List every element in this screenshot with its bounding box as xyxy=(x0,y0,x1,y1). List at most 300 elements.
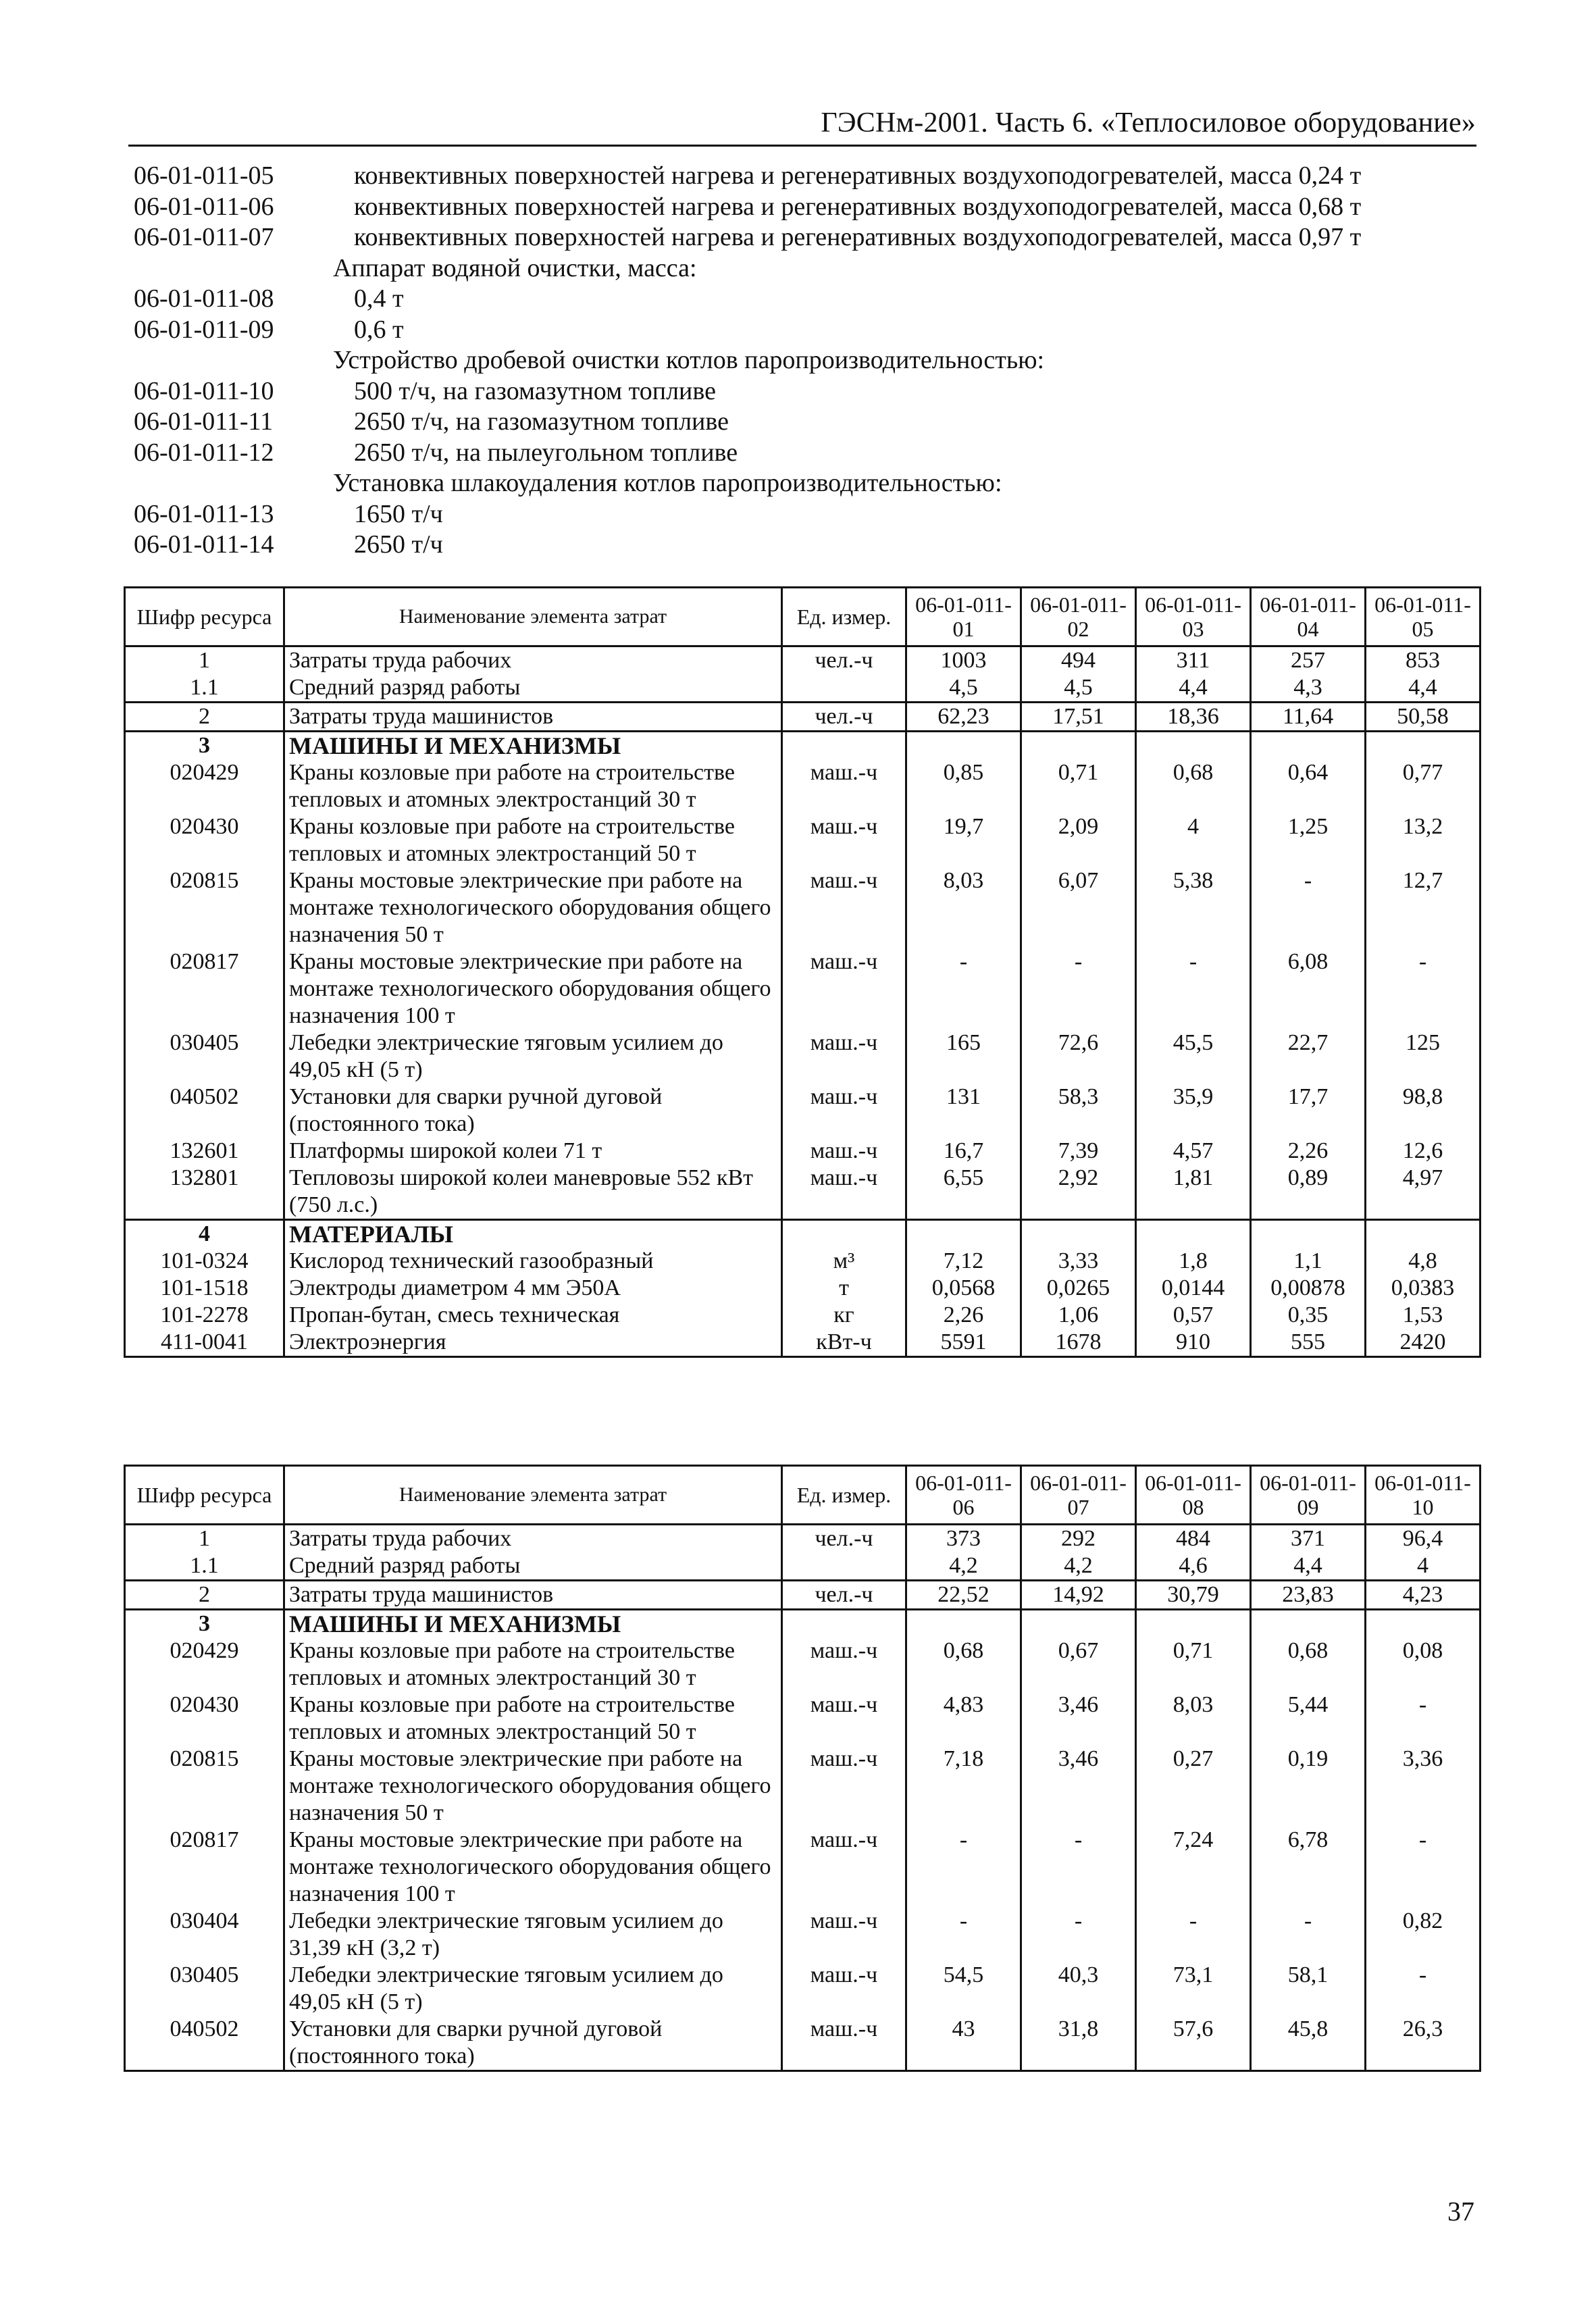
value-cell: 4,4 xyxy=(1136,674,1251,703)
code-list-item xyxy=(134,253,1485,284)
header-norm-code: 06-01-011-09 xyxy=(1251,1466,1366,1525)
value-cell: 257 xyxy=(1251,646,1366,675)
value-cell: 23,83 xyxy=(1251,1581,1366,1610)
table-row xyxy=(125,1827,1481,1908)
value-cell: 0,35 xyxy=(1251,1302,1366,1329)
value-cell: 0,68 xyxy=(1136,759,1251,813)
value-cell: 62,23 xyxy=(906,703,1021,732)
value-cell: 165 xyxy=(906,1030,1021,1084)
cost-element-name-cell: Лебедки электрические тяговым усилием до 31,39 кН (3,2 т) xyxy=(284,1908,782,1962)
table-row xyxy=(125,1084,1481,1138)
value-cell: 1678 xyxy=(1021,1329,1136,1357)
header-unit: Ед. измер. xyxy=(782,588,906,646)
value-cell: 30,79 xyxy=(1136,1581,1251,1610)
unit-cell: маш.-ч xyxy=(782,1962,906,2016)
unit-cell: маш.-ч xyxy=(782,1827,906,1908)
cost-element-name-cell: Краны мостовые электрические при работе на монтаже технологического оборудования общего назначения 100 т xyxy=(284,948,782,1030)
table-row xyxy=(125,1248,1481,1275)
norm-code: 06-01-011-10 xyxy=(134,376,274,405)
value-cell: - xyxy=(1366,1827,1481,1908)
cost-element-name-cell: Краны козловые при работе на строительстве тепловых и атомных электростанций 50 т xyxy=(284,1692,782,1746)
table-row xyxy=(125,948,1481,1030)
header-norm-code: 06-01-011-07 xyxy=(1021,1466,1136,1525)
resource-code-cell: 101-0324 xyxy=(125,1248,284,1275)
unit-cell xyxy=(782,1220,906,1248)
value-cell: 311 xyxy=(1136,646,1251,675)
value-cell: 494 xyxy=(1021,646,1136,675)
value-cell: 45,8 xyxy=(1251,2016,1366,2071)
value-cell: 2420 xyxy=(1366,1329,1481,1357)
value-cell: 2,92 xyxy=(1021,1165,1136,1220)
value-cell: 6,08 xyxy=(1251,948,1366,1030)
cost-element-name-cell: Установки для сварки ручной дуговой (постоянного тока) xyxy=(284,2016,782,2071)
value-cell: 72,6 xyxy=(1021,1030,1136,1084)
resource-code-cell: 020429 xyxy=(125,1637,284,1692)
unit-cell: маш.-ч xyxy=(782,1908,906,1962)
resource-code-cell: 020815 xyxy=(125,867,284,948)
table-row xyxy=(125,1275,1481,1302)
value-cell: 22,52 xyxy=(906,1581,1021,1610)
value-cell: 13,2 xyxy=(1366,813,1481,867)
cost-element-name-cell: Затраты труда рабочих xyxy=(284,646,782,675)
cost-element-name-cell: Затраты труда машинистов xyxy=(284,703,782,732)
value-cell: 0,71 xyxy=(1021,759,1136,813)
value-cell: 26,3 xyxy=(1366,2016,1481,2071)
value-cell: - xyxy=(1366,948,1481,1030)
resource-code-cell: 040502 xyxy=(125,2016,284,2071)
table-row xyxy=(125,867,1481,948)
value-cell: 0,27 xyxy=(1136,1746,1251,1827)
value-cell: 4 xyxy=(1136,813,1251,867)
table-row xyxy=(125,1525,1481,1553)
value-cell: 0,77 xyxy=(1366,759,1481,813)
unit-cell: т xyxy=(782,1275,906,1302)
value-cell: - xyxy=(1136,948,1251,1030)
norm-description: 0,4 т xyxy=(354,284,404,313)
code-list-item xyxy=(134,468,1485,499)
unit-cell: маш.-ч xyxy=(782,1165,906,1220)
value-cell: 0,0265 xyxy=(1021,1275,1136,1302)
value-cell xyxy=(1136,1610,1251,1638)
value-cell: 16,7 xyxy=(906,1138,1021,1165)
table-body xyxy=(125,646,1481,1357)
resource-code-cell: 030405 xyxy=(125,1030,284,1084)
table-row xyxy=(125,1552,1481,1581)
norm-description: 2650 т/ч, на пылеугольном топливе xyxy=(354,438,738,467)
unit-cell: маш.-ч xyxy=(782,759,906,813)
norm-description: Устройство дробевой очистки котлов паропроизводительностью: xyxy=(333,346,1045,374)
unit-cell: м³ xyxy=(782,1248,906,1275)
cost-element-name-cell: Платформы широкой колеи 71 т xyxy=(284,1138,782,1165)
cost-element-name-cell: Средний разряд работы xyxy=(284,674,782,703)
norm-code: 06-01-011-09 xyxy=(134,315,274,344)
code-list-item xyxy=(134,345,1485,376)
value-cell: 371 xyxy=(1251,1525,1366,1553)
unit-cell: маш.-ч xyxy=(782,813,906,867)
header-norm-code: 06-01-011-04 xyxy=(1251,588,1366,646)
header-cost-element-name: Наименование элемента затрат xyxy=(284,588,782,646)
table-row xyxy=(125,703,1481,732)
section-row xyxy=(125,1610,1481,1638)
value-cell xyxy=(1021,1610,1136,1638)
value-cell: 0,00878 xyxy=(1251,1275,1366,1302)
value-cell: - xyxy=(1251,867,1366,948)
table-row xyxy=(125,1962,1481,2016)
table-row xyxy=(125,1302,1481,1329)
cost-element-name-cell: Тепловозы широкой колеи маневровые 552 кВт (750 л.с.) xyxy=(284,1165,782,1220)
value-cell xyxy=(1136,732,1251,760)
header-norm-code: 06-01-011-01 xyxy=(906,588,1021,646)
value-cell: - xyxy=(906,1827,1021,1908)
cost-element-name-cell: Краны мостовые электрические при работе на монтаже технологического оборудования общего назначения 50 т xyxy=(284,1746,782,1827)
value-cell xyxy=(1021,1220,1136,1248)
cost-element-name-cell: Затраты труда рабочих xyxy=(284,1525,782,1553)
value-cell: 7,12 xyxy=(906,1248,1021,1275)
value-cell: 1,25 xyxy=(1251,813,1366,867)
value-cell: 17,51 xyxy=(1021,703,1136,732)
value-cell: 43 xyxy=(906,2016,1021,2071)
value-cell: 484 xyxy=(1136,1525,1251,1553)
header-cost-element-name: Наименование элемента затрат xyxy=(284,1466,782,1525)
value-cell xyxy=(906,1220,1021,1248)
value-cell xyxy=(906,1610,1021,1638)
value-cell: 7,24 xyxy=(1136,1827,1251,1908)
cost-element-name-cell: Кислород технический газообразный xyxy=(284,1248,782,1275)
resource-table-2 xyxy=(124,1465,1481,2072)
value-cell: 4,2 xyxy=(906,1552,1021,1581)
value-cell: - xyxy=(1021,1827,1136,1908)
header-resource-code: Шифр ресурса xyxy=(125,1466,284,1525)
code-list-item xyxy=(134,499,1485,530)
value-cell: 0,08 xyxy=(1366,1637,1481,1692)
value-cell: 6,55 xyxy=(906,1165,1021,1220)
value-cell: 5,38 xyxy=(1136,867,1251,948)
value-cell: 2,09 xyxy=(1021,813,1136,867)
unit-cell: маш.-ч xyxy=(782,1692,906,1746)
value-cell: 4,97 xyxy=(1366,1165,1481,1220)
value-cell: 11,64 xyxy=(1251,703,1366,732)
cost-element-name-cell: Электроды диаметром 4 мм Э50А xyxy=(284,1275,782,1302)
resource-code-cell: 132601 xyxy=(125,1138,284,1165)
norm-description: 1650 т/ч xyxy=(354,499,443,528)
resource-code-cell: 3 xyxy=(125,732,284,760)
norm-code: 06-01-011-12 xyxy=(134,438,274,467)
unit-cell: чел.-ч xyxy=(782,1525,906,1553)
value-cell: 0,67 xyxy=(1021,1637,1136,1692)
cost-element-name-cell: Лебедки электрические тяговым усилием до 49,05 кН (5 т) xyxy=(284,1962,782,2016)
norm-description: конвективных поверхностей нагрева и регенеративных воздухоподогревателей, масса 0,24 т xyxy=(354,161,1362,190)
value-cell: 131 xyxy=(906,1084,1021,1138)
unit-cell xyxy=(782,1552,906,1581)
value-cell: 18,36 xyxy=(1136,703,1251,732)
value-cell: 0,0383 xyxy=(1366,1275,1481,1302)
unit-cell: чел.-ч xyxy=(782,646,906,675)
unit-cell: маш.-ч xyxy=(782,1084,906,1138)
resource-code-cell: 040502 xyxy=(125,1084,284,1138)
norm-description: Аппарат водяной очистки, масса: xyxy=(333,253,697,282)
value-cell: 4,6 xyxy=(1136,1552,1251,1581)
cost-element-name-cell: Краны мостовые электрические при работе на монтаже технологического оборудования общего назначения 50 т xyxy=(284,867,782,948)
cost-element-name-cell: МАШИНЫ И МЕХАНИЗМЫ xyxy=(284,1610,782,1638)
value-cell: 1,81 xyxy=(1136,1165,1251,1220)
value-cell: 0,82 xyxy=(1366,1908,1481,1962)
value-cell: 4,3 xyxy=(1251,674,1366,703)
table-header-row xyxy=(125,588,1481,646)
value-cell: 7,18 xyxy=(906,1746,1021,1827)
value-cell: 6,78 xyxy=(1251,1827,1366,1908)
value-cell: 8,03 xyxy=(1136,1692,1251,1746)
value-cell: 0,68 xyxy=(906,1637,1021,1692)
value-cell: 853 xyxy=(1366,646,1481,675)
cost-element-name-cell: Краны козловые при работе на строительстве тепловых и атомных электростанций 30 т xyxy=(284,1637,782,1692)
unit-cell: маш.-ч xyxy=(782,867,906,948)
value-cell: 19,7 xyxy=(906,813,1021,867)
value-cell: 3,46 xyxy=(1021,1746,1136,1827)
table-row xyxy=(125,1908,1481,1962)
code-list-item xyxy=(134,438,1485,469)
cost-element-name-cell: МАШИНЫ И МЕХАНИЗМЫ xyxy=(284,732,782,760)
value-cell: 0,19 xyxy=(1251,1746,1366,1827)
value-cell xyxy=(1251,1220,1366,1248)
resource-code-cell: 101-2278 xyxy=(125,1302,284,1329)
unit-cell: кг xyxy=(782,1302,906,1329)
norm-description: Установка шлакоудаления котлов паропроизводительностью: xyxy=(333,469,1002,497)
code-description-list xyxy=(134,161,1485,561)
resource-table-1 xyxy=(124,586,1481,1358)
resource-code-cell: 101-1518 xyxy=(125,1275,284,1302)
value-cell: 0,68 xyxy=(1251,1637,1366,1692)
value-cell: 96,4 xyxy=(1366,1525,1481,1553)
code-list-item xyxy=(134,192,1485,223)
value-cell: 4,57 xyxy=(1136,1138,1251,1165)
value-cell: 0,0144 xyxy=(1136,1275,1251,1302)
resource-code-cell: 020817 xyxy=(125,948,284,1030)
value-cell: - xyxy=(1136,1908,1251,1962)
unit-cell xyxy=(782,732,906,760)
code-list-item xyxy=(134,530,1485,561)
table-row xyxy=(125,1581,1481,1610)
value-cell xyxy=(1366,1610,1481,1638)
table-body xyxy=(125,1525,1481,2071)
norm-code: 06-01-011-11 xyxy=(134,407,274,436)
cost-element-name-cell: Установки для сварки ручной дуговой (постоянного тока) xyxy=(284,1084,782,1138)
unit-cell: кВт-ч xyxy=(782,1329,906,1357)
code-list-item xyxy=(134,222,1485,253)
section-row xyxy=(125,1220,1481,1248)
table-row xyxy=(125,1692,1481,1746)
value-cell: 4,8 xyxy=(1366,1248,1481,1275)
unit-cell: маш.-ч xyxy=(782,1138,906,1165)
cost-element-name-cell: Пропан-бутан, смесь техническая xyxy=(284,1302,782,1329)
value-cell xyxy=(1136,1220,1251,1248)
value-cell: - xyxy=(906,948,1021,1030)
value-cell xyxy=(1366,732,1481,760)
header-norm-code: 06-01-011-08 xyxy=(1136,1466,1251,1525)
unit-cell: маш.-ч xyxy=(782,2016,906,2071)
table-row xyxy=(125,1329,1481,1357)
page-header-title: ГЭСНм-2001. Часть 6. «Теплосиловое оборудование» xyxy=(821,107,1476,138)
header-divider xyxy=(128,145,1476,147)
value-cell: 555 xyxy=(1251,1329,1366,1357)
value-cell: 98,8 xyxy=(1366,1084,1481,1138)
code-list-item xyxy=(134,161,1485,192)
resource-code-cell: 020815 xyxy=(125,1746,284,1827)
table-row xyxy=(125,1030,1481,1084)
header-norm-code: 06-01-011-06 xyxy=(906,1466,1021,1525)
norm-description: 2650 т/ч, на газомазутном топливе xyxy=(354,407,729,436)
resource-code-cell: 2 xyxy=(125,1581,284,1610)
cost-element-name-cell: Затраты труда машинистов xyxy=(284,1581,782,1610)
value-cell: 22,7 xyxy=(1251,1030,1366,1084)
table-row xyxy=(125,1637,1481,1692)
unit-cell xyxy=(782,674,906,703)
table-row xyxy=(125,2016,1481,2071)
norm-code: 06-01-011-14 xyxy=(134,530,274,559)
value-cell: 373 xyxy=(906,1525,1021,1553)
table-row xyxy=(125,1165,1481,1220)
cost-element-name-cell: Средний разряд работы xyxy=(284,1552,782,1581)
value-cell: 1,06 xyxy=(1021,1302,1136,1329)
value-cell: 4,5 xyxy=(906,674,1021,703)
value-cell: 17,7 xyxy=(1251,1084,1366,1138)
value-cell: 4,2 xyxy=(1021,1552,1136,1581)
value-cell: 14,92 xyxy=(1021,1581,1136,1610)
value-cell: 2,26 xyxy=(906,1302,1021,1329)
unit-cell: маш.-ч xyxy=(782,1637,906,1692)
norm-description: конвективных поверхностей нагрева и регенеративных воздухоподогревателей, масса 0,68 т xyxy=(354,192,1362,221)
value-cell: - xyxy=(1366,1692,1481,1746)
value-cell: 910 xyxy=(1136,1329,1251,1357)
resource-code-cell: 2 xyxy=(125,703,284,732)
value-cell: 125 xyxy=(1366,1030,1481,1084)
unit-cell: чел.-ч xyxy=(782,703,906,732)
table-header-row xyxy=(125,1466,1481,1525)
value-cell xyxy=(906,732,1021,760)
value-cell: 4,4 xyxy=(1251,1552,1366,1581)
value-cell: 1003 xyxy=(906,646,1021,675)
resource-code-cell: 030405 xyxy=(125,1962,284,2016)
value-cell: 1,53 xyxy=(1366,1302,1481,1329)
value-cell xyxy=(1251,1610,1366,1638)
cost-element-name-cell: Краны козловые при работе на строительстве тепловых и атомных электростанций 50 т xyxy=(284,813,782,867)
resource-code-cell: 020430 xyxy=(125,1692,284,1746)
unit-cell: маш.-ч xyxy=(782,1030,906,1084)
norm-description: конвективных поверхностей нагрева и регенеративных воздухоподогревателей, масса 0,97 т xyxy=(354,223,1362,251)
value-cell: 4,83 xyxy=(906,1692,1021,1746)
header-resource-code: Шифр ресурса xyxy=(125,588,284,646)
norm-code: 06-01-011-07 xyxy=(134,223,274,251)
table-row xyxy=(125,674,1481,703)
norm-code: 06-01-011-13 xyxy=(134,499,274,528)
cost-element-name-cell: МАТЕРИАЛЫ xyxy=(284,1220,782,1248)
value-cell: - xyxy=(906,1908,1021,1962)
section-row xyxy=(125,732,1481,760)
cost-element-name-cell: Электроэнергия xyxy=(284,1329,782,1357)
value-cell xyxy=(1021,732,1136,760)
value-cell: 58,3 xyxy=(1021,1084,1136,1138)
cost-element-name-cell: Лебедки электрические тяговым усилием до 49,05 кН (5 т) xyxy=(284,1030,782,1084)
table-row xyxy=(125,813,1481,867)
norm-code: 06-01-011-06 xyxy=(134,192,274,221)
code-list-item xyxy=(134,284,1485,315)
table-row xyxy=(125,759,1481,813)
value-cell: 0,0568 xyxy=(906,1275,1021,1302)
header-unit: Ед. измер. xyxy=(782,1466,906,1525)
value-cell: 35,9 xyxy=(1136,1084,1251,1138)
cost-element-name-cell: Краны козловые при работе на строительстве тепловых и атомных электростанций 30 т xyxy=(284,759,782,813)
value-cell: 5,44 xyxy=(1251,1692,1366,1746)
unit-cell: чел.-ч xyxy=(782,1581,906,1610)
value-cell: 0,57 xyxy=(1136,1302,1251,1329)
value-cell: 54,5 xyxy=(906,1962,1021,2016)
value-cell: 50,58 xyxy=(1366,703,1481,732)
table-row xyxy=(125,1138,1481,1165)
table-row xyxy=(125,646,1481,675)
value-cell: 292 xyxy=(1021,1525,1136,1553)
value-cell: 8,03 xyxy=(906,867,1021,948)
unit-cell: маш.-ч xyxy=(782,1746,906,1827)
value-cell: 4 xyxy=(1366,1552,1481,1581)
norm-description: 0,6 т xyxy=(354,315,404,344)
value-cell: 1,1 xyxy=(1251,1248,1366,1275)
resource-code-cell: 4 xyxy=(125,1220,284,1248)
value-cell: 73,1 xyxy=(1136,1962,1251,2016)
resource-code-cell: 1.1 xyxy=(125,674,284,703)
resource-code-cell: 1 xyxy=(125,1525,284,1553)
header-norm-code: 06-01-011-10 xyxy=(1366,1466,1481,1525)
code-list-item xyxy=(134,376,1485,407)
value-cell: 57,6 xyxy=(1136,2016,1251,2071)
value-cell: 1,8 xyxy=(1136,1248,1251,1275)
value-cell xyxy=(1366,1220,1481,1248)
resource-code-cell: 411-0041 xyxy=(125,1329,284,1357)
unit-cell xyxy=(782,1610,906,1638)
value-cell: 58,1 xyxy=(1251,1962,1366,2016)
norm-description: 500 т/ч, на газомазутном топливе xyxy=(354,376,716,405)
value-cell: - xyxy=(1021,948,1136,1030)
unit-cell: маш.-ч xyxy=(782,948,906,1030)
page-number: 37 xyxy=(1447,2196,1474,2227)
header-norm-code: 06-01-011-03 xyxy=(1136,588,1251,646)
value-cell: 3,33 xyxy=(1021,1248,1136,1275)
value-cell: 31,8 xyxy=(1021,2016,1136,2071)
value-cell: 4,5 xyxy=(1021,674,1136,703)
resource-code-cell: 030404 xyxy=(125,1908,284,1962)
value-cell: 0,64 xyxy=(1251,759,1366,813)
value-cell: 12,6 xyxy=(1366,1138,1481,1165)
value-cell: 4,23 xyxy=(1366,1581,1481,1610)
norm-code: 06-01-011-08 xyxy=(134,284,274,313)
value-cell: 40,3 xyxy=(1021,1962,1136,2016)
value-cell: 3,46 xyxy=(1021,1692,1136,1746)
value-cell: 7,39 xyxy=(1021,1138,1136,1165)
norm-code: 06-01-011-05 xyxy=(134,161,274,190)
table-row xyxy=(125,1746,1481,1827)
value-cell: 0,85 xyxy=(906,759,1021,813)
code-list-item xyxy=(134,407,1485,438)
resource-code-cell: 3 xyxy=(125,1610,284,1638)
resource-code-cell: 132801 xyxy=(125,1165,284,1220)
header-norm-code: 06-01-011-02 xyxy=(1021,588,1136,646)
value-cell xyxy=(1251,732,1366,760)
header-norm-code: 06-01-011-05 xyxy=(1366,588,1481,646)
resource-code-cell: 020429 xyxy=(125,759,284,813)
value-cell: 6,07 xyxy=(1021,867,1136,948)
value-cell: - xyxy=(1366,1962,1481,2016)
value-cell: 2,26 xyxy=(1251,1138,1366,1165)
value-cell: - xyxy=(1021,1908,1136,1962)
resource-code-cell: 1.1 xyxy=(125,1552,284,1581)
